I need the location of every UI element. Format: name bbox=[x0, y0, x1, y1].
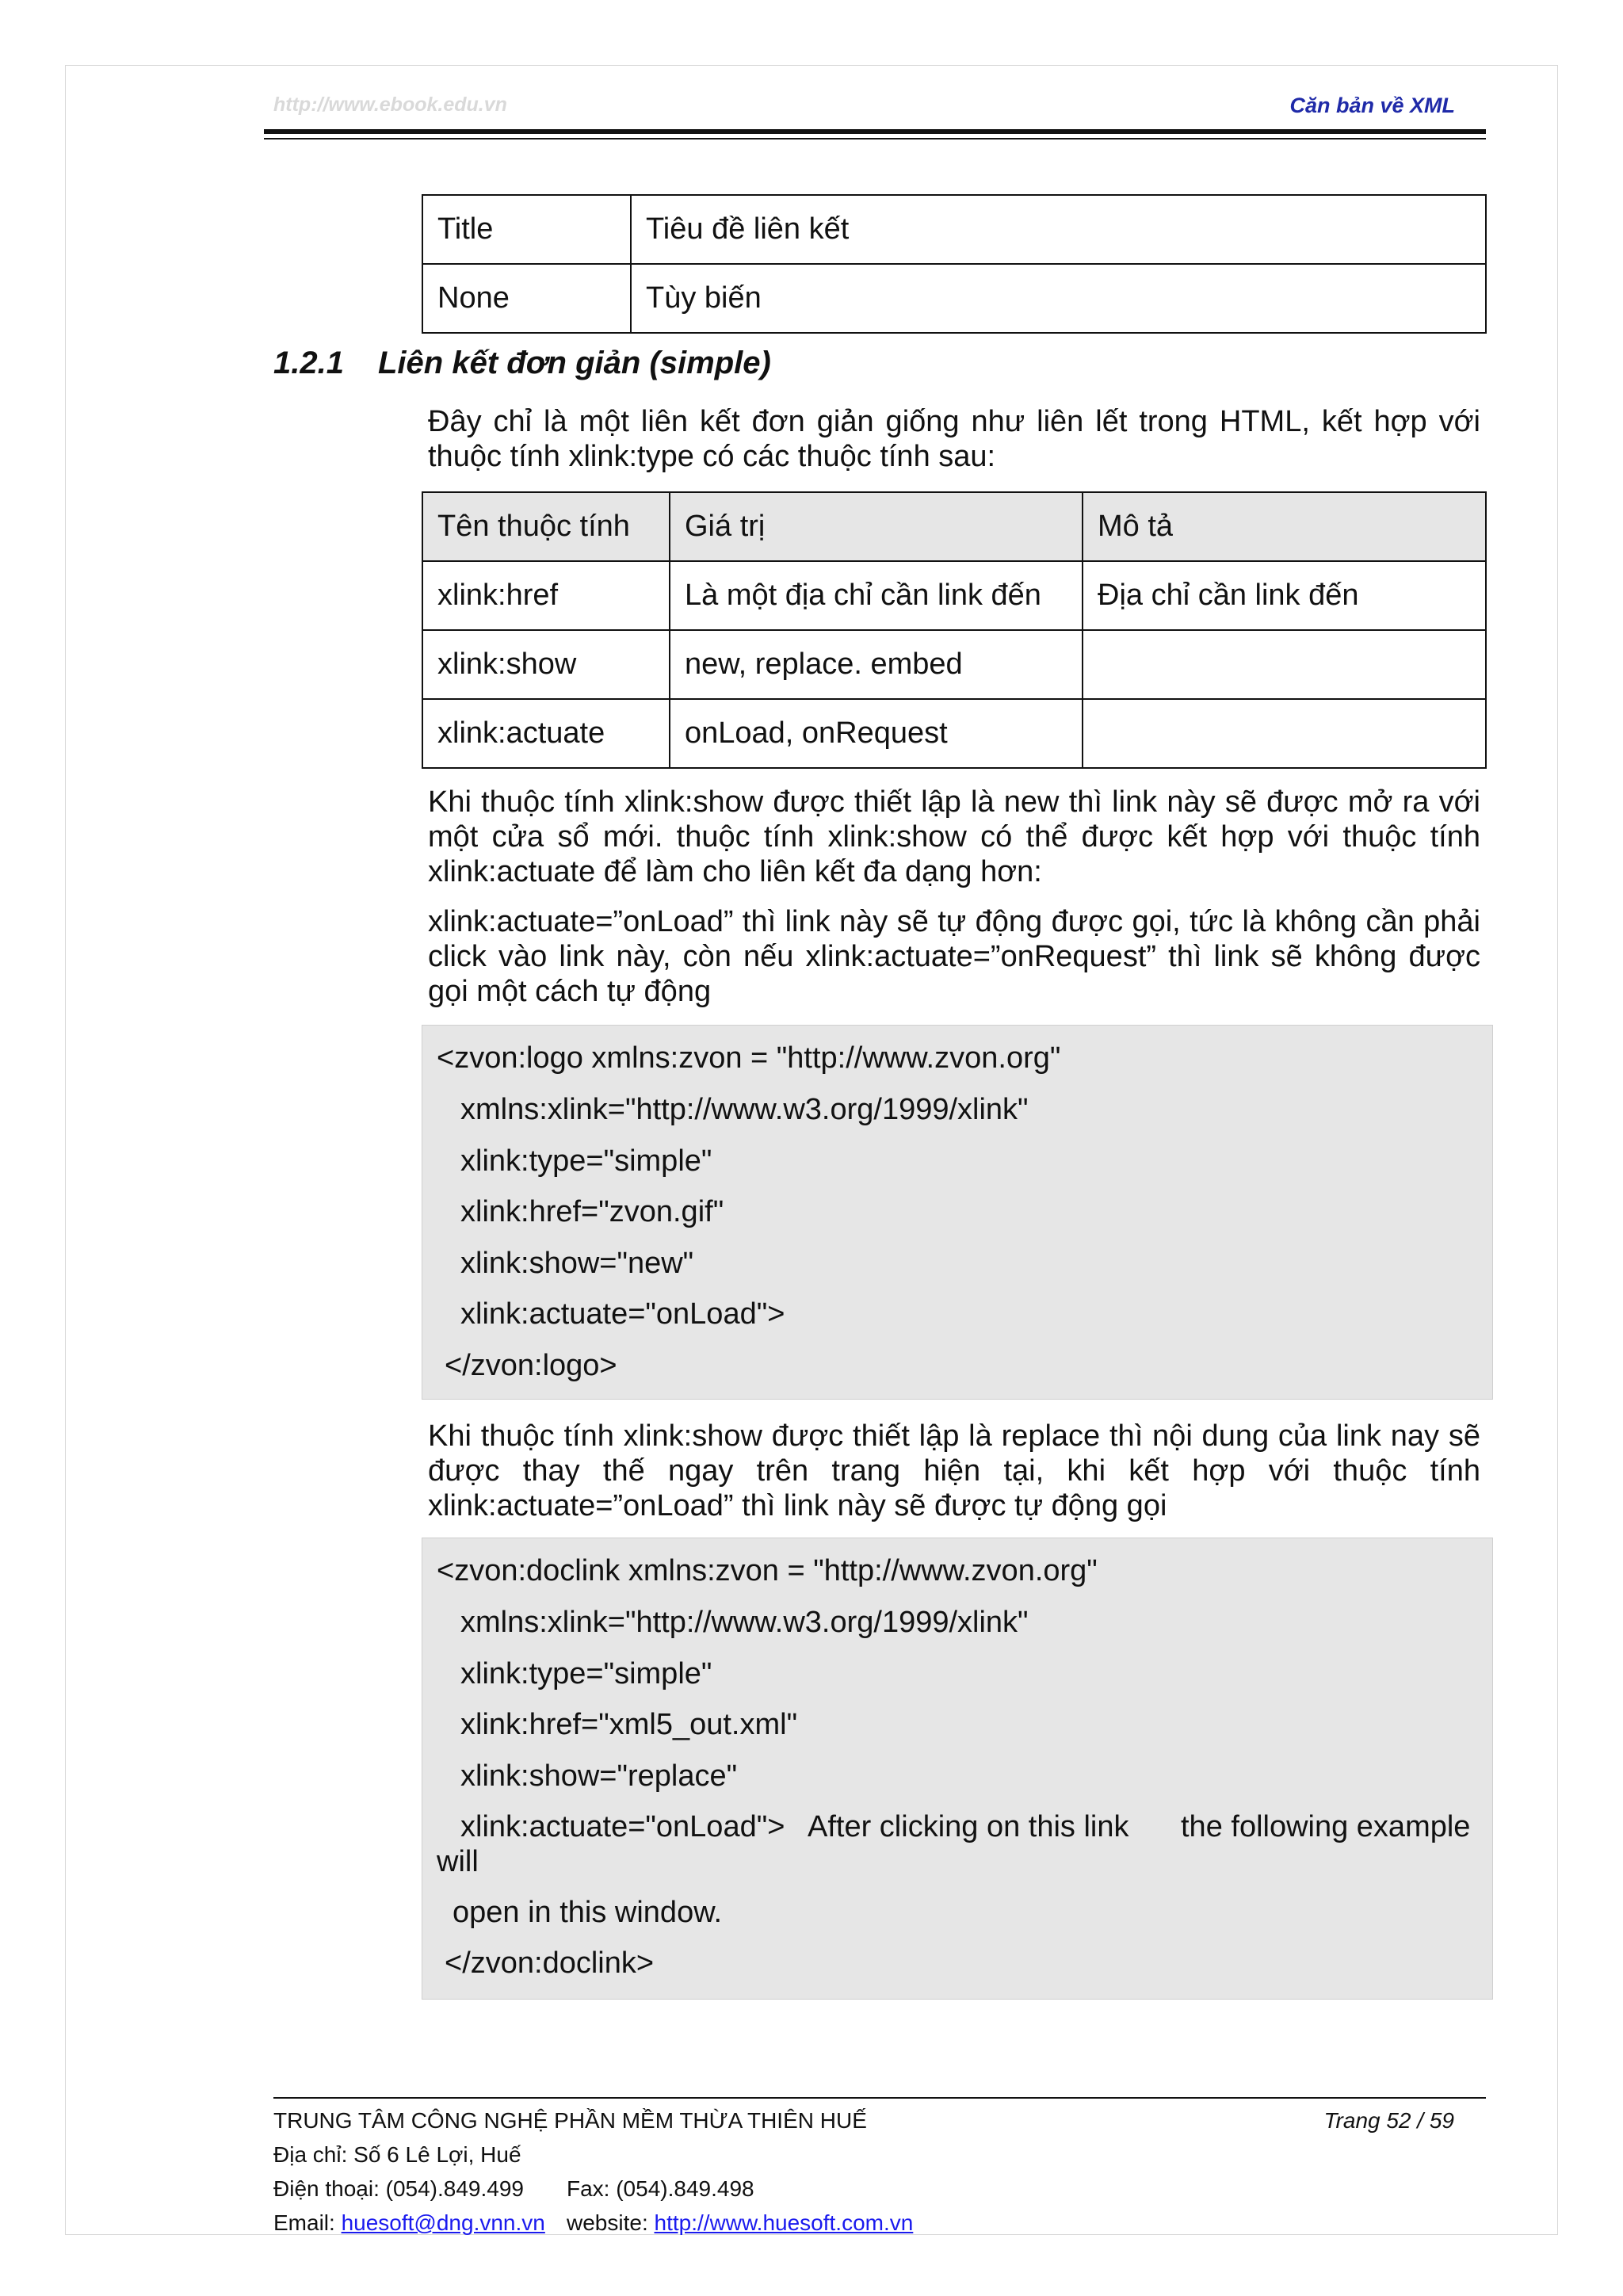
paragraph-replace: Khi thuộc tính xlink:show được thiết lập là replace thì nội dung của link nay sẽ được thay thế ngay trên trang hiện tại, khi kết hợp với thuộc tính xlink:actuate=”onLoad” thì link này sẽ được tự động gọi bbox=[428, 1419, 1480, 1522]
table-header-row bbox=[422, 492, 1486, 561]
table-cell: Là một địa chỉ cần link đến bbox=[670, 561, 1083, 630]
code-line: xlink:href="xml5_out.xml" bbox=[460, 1708, 798, 1741]
code-line: xmlns:xlink="http://www.w3.org/1999/xlink" bbox=[460, 1606, 1029, 1639]
code-line: xlink:show="replace" bbox=[460, 1759, 738, 1793]
table-row bbox=[422, 264, 1486, 333]
section-title: Liên kết đơn giản (simple) bbox=[378, 346, 771, 380]
email-link[interactable]: huesoft@dng.vnn.vn bbox=[341, 2210, 545, 2235]
paragraph-actuate: xlink:actuate=”onLoad” thì link này sẽ tự động được gọi, tức là không cần phải click vào link này, còn nếu xlink:actuate=”onRequest” thì link sẽ không được gọi một cách tự động bbox=[428, 905, 1480, 1008]
code-block-logo bbox=[422, 1025, 1493, 1400]
footer-website bbox=[567, 2210, 913, 2236]
code-line: xlink:actuate="onLoad"> bbox=[460, 1297, 785, 1331]
intro-paragraph: Đây chỉ là một liên kết đơn giản giống như liên lết trong HTML, kết hợp với thuộc tính xlink:type có các thuộc tính sau: bbox=[428, 405, 1480, 473]
table-cell: onLoad, onRequest bbox=[670, 699, 1083, 768]
table-cell: Title bbox=[422, 195, 631, 264]
paragraph-new-window: Khi thuộc tính xlink:show được thiết lập là new thì link này sẽ được mở ra với một cửa sổ mới. thuộc tính xlink:show có thể được kết hợp với thuộc tính xlink:actuate để làm cho liên kết đa dạng hơn: bbox=[428, 785, 1480, 888]
code-line: xmlns:xlink="http://www.w3.org/1999/xlink" bbox=[460, 1093, 1029, 1126]
header-rule bbox=[264, 129, 1486, 134]
table-cell: xlink:href bbox=[422, 561, 670, 630]
column-header: Mô tả bbox=[1083, 492, 1486, 561]
table-cell: Tiêu đề liên kết bbox=[631, 195, 1486, 264]
footer-fax: Fax: (054).849.498 bbox=[567, 2176, 754, 2201]
footer-email bbox=[273, 2210, 545, 2236]
table-cell: xlink:show bbox=[422, 630, 670, 699]
code-line: </zvon:doclink> bbox=[445, 1946, 655, 1980]
table-cell: new, replace. embed bbox=[670, 630, 1083, 699]
footer-address: Địa chỉ: Số 6 Lê Lợi, Huế bbox=[273, 2142, 521, 2167]
table-cell: None bbox=[422, 264, 631, 333]
code-line: xlink:href="zvon.gif" bbox=[460, 1195, 724, 1228]
code-line: </zvon:logo> bbox=[445, 1349, 617, 1382]
code-line: open in this window. bbox=[453, 1896, 723, 1929]
website-label: website: bbox=[567, 2210, 655, 2235]
code-line: the following example bbox=[1181, 1810, 1471, 1843]
footer-rule bbox=[273, 2097, 1486, 2099]
code-line: will bbox=[437, 1845, 479, 1878]
section-number: 1.2.1 bbox=[273, 346, 344, 380]
section-heading bbox=[273, 346, 771, 381]
table-row bbox=[422, 699, 1486, 768]
column-header: Giá trị bbox=[670, 492, 1083, 561]
table-cell: xlink:actuate bbox=[422, 699, 670, 768]
code-line: xlink:show="new" bbox=[460, 1247, 694, 1280]
code-line: <zvon:logo xmlns:zvon = "http://www.zvon.org" bbox=[437, 1041, 1061, 1075]
header-title: Căn bản về XML bbox=[1289, 94, 1455, 117]
email-label: Email: bbox=[273, 2210, 342, 2235]
attribute-table bbox=[422, 491, 1487, 769]
code-line: <zvon:doclink xmlns:zvon = "http://www.zvon.org" bbox=[437, 1554, 1098, 1587]
code-line: xlink:type="simple" bbox=[460, 1144, 712, 1178]
code-line: After clicking on this link bbox=[808, 1810, 1129, 1843]
code-block-doclink bbox=[422, 1538, 1493, 2000]
header-url: http://www.ebook.edu.vn bbox=[273, 94, 507, 116]
column-header: Tên thuộc tính bbox=[422, 492, 670, 561]
table-cell bbox=[1083, 630, 1486, 699]
website-link[interactable]: http://www.huesoft.com.vn bbox=[654, 2210, 914, 2235]
page-number: Trang 52 / 59 bbox=[1323, 2108, 1454, 2133]
table-row bbox=[422, 195, 1486, 264]
table-row bbox=[422, 561, 1486, 630]
footer-org: TRUNG TÂM CÔNG NGHỆ PHẦN MỀM THỪA THIÊN HUẾ bbox=[273, 2108, 867, 2133]
table-row bbox=[422, 630, 1486, 699]
footer-phone: Điện thoại: (054).849.499 bbox=[273, 2176, 524, 2201]
table-cell: Tùy biến bbox=[631, 264, 1486, 333]
table-cell bbox=[1083, 699, 1486, 768]
header-rule-thin bbox=[264, 138, 1486, 139]
title-none-table bbox=[422, 194, 1487, 334]
code-line: xlink:type="simple" bbox=[460, 1657, 712, 1690]
code-line: xlink:actuate="onLoad"> bbox=[460, 1810, 785, 1843]
table-cell: Địa chỉ cần link đến bbox=[1083, 561, 1486, 630]
